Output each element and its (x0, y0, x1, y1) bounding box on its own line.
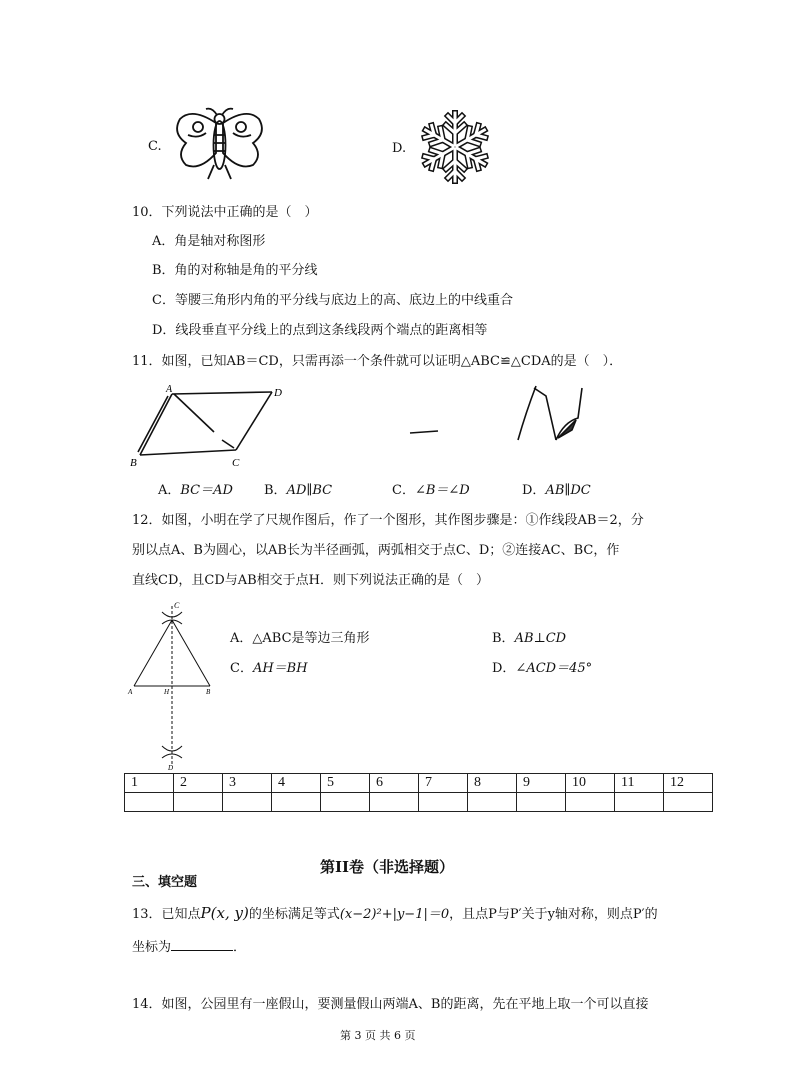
q11-option-c-text: ∠B＝∠D (414, 483, 470, 498)
q10-option-d: D．线段垂直平分线上的点到这条线段两个端点的距离相等 (152, 323, 488, 338)
answer-number-cell: 4 (272, 774, 321, 793)
answer-number-cell: 11 (615, 774, 664, 793)
q11-sketch-mark (512, 382, 590, 446)
q12-option-a-label: A． (230, 631, 253, 646)
part2-title: 第II卷（非选择题） (320, 858, 455, 876)
answer-number-cell: 10 (566, 774, 615, 793)
q11-option-b (264, 482, 332, 500)
q11-label-d: D (274, 387, 282, 399)
answer-blank-cell[interactable] (468, 793, 517, 812)
answer-number-cell: 12 (664, 774, 713, 793)
answer-table (124, 773, 713, 812)
answer-blank-cell[interactable] (566, 793, 615, 812)
q12-option-a (230, 630, 370, 648)
answer-blank-cell[interactable] (321, 793, 370, 812)
q12-option-b-text: AB⊥CD (514, 631, 567, 646)
answer-number-cell: 6 (370, 774, 419, 793)
q12-option-d (492, 660, 592, 678)
q13-line1-mid: 的坐标满足等式 (248, 907, 340, 922)
q12-option-c-label: C． (230, 661, 253, 676)
q12-option-b-label: B． (492, 631, 515, 646)
q11-option-d (522, 482, 591, 500)
q11-option-a (158, 482, 233, 500)
q11-label-b: B (130, 457, 137, 469)
answer-table-blank-row (125, 793, 713, 812)
q11-option-a-label: A． (158, 483, 181, 498)
q10-option-c: C．等腰三角形内角的平分线与底边上的高、底边上的中线重合 (152, 293, 513, 308)
q11-option-d-text: AB∥DC (545, 483, 591, 498)
q11-option-d-label: D． (522, 483, 546, 498)
q9-option-c-label: C. (148, 139, 162, 154)
q11-option-a-text: BC＝AD (180, 483, 233, 498)
q12-line-3: 直线CD，且CD与AB相交于点H．则下列说法正确的是（ ） (132, 573, 490, 588)
page-footer: 第 3 页 共 6 页 (340, 1029, 416, 1042)
butterfly-figure (172, 105, 267, 185)
q12-option-d-label: D． (492, 661, 516, 676)
snowflake-figure (415, 108, 495, 186)
q12-option-d-text: ∠ACD＝45° (515, 661, 593, 676)
q11-label-a: A (166, 384, 173, 395)
q10-option-a: A．角是轴对称图形 (152, 234, 266, 249)
q14-line-1: 14．如图，公园里有一座假山，要测量假山两端A、B的距离，先在平地上取一个可以直接 (132, 997, 649, 1012)
answer-blank-cell[interactable] (517, 793, 566, 812)
answer-blank-cell[interactable] (419, 793, 468, 812)
answer-blank-cell[interactable] (223, 793, 272, 812)
q11-option-c-label: C． (392, 483, 415, 498)
answer-table-header-row (125, 774, 713, 793)
answer-blank-cell[interactable] (664, 793, 713, 812)
q12-option-b (492, 630, 566, 648)
q12-option-a-text: △ABC是等边三角形 (252, 631, 370, 646)
q13-line1-post: ，且点P与P′关于y轴对称，则点P′的 (449, 907, 658, 922)
q12-option-c-text: AH＝BH (252, 661, 308, 676)
q12-line-2: 别以点A、B为圆心，以AB长为半径画弧，两弧相交于点C、D；②连接AC、BC，作 (132, 543, 620, 558)
answer-number-cell: 3 (223, 774, 272, 793)
answer-number-cell: 1 (125, 774, 174, 793)
q12-construction-figure (126, 598, 226, 774)
q11-stray-mark (408, 425, 442, 437)
answer-number-cell: 9 (517, 774, 566, 793)
answer-blank-cell[interactable] (615, 793, 664, 812)
answer-number-cell: 2 (174, 774, 223, 793)
q9-option-d-label: D. (392, 141, 407, 156)
q13-line-2 (132, 938, 246, 957)
q12-label-c: C (174, 601, 180, 610)
q10-stem: 10．下列说法中正确的是（ ） (132, 205, 318, 220)
q12-label-b: B (206, 688, 211, 696)
answer-blank-cell[interactable] (272, 793, 321, 812)
q10-option-b: B．角的对称轴是角的平分线 (152, 263, 318, 278)
answer-number-cell: 5 (321, 774, 370, 793)
q11-option-b-label: B． (264, 483, 287, 498)
q12-label-a: A (128, 688, 133, 696)
section-3-heading: 三、填空题 (132, 875, 198, 890)
q12-option-c (230, 660, 308, 678)
q13-line1-pre: 13．已知点 (132, 907, 201, 922)
answer-blank-cell[interactable] (125, 793, 174, 812)
answer-number-cell: 8 (468, 774, 517, 793)
q13-answer-blank[interactable] (171, 938, 233, 951)
q11-label-c: C (232, 457, 240, 469)
q11-option-c (392, 482, 470, 500)
answer-blank-cell[interactable] (370, 793, 419, 812)
q13-equation: (x−2)²+|y−1|＝0 (339, 907, 450, 922)
q11-stem: 11．如图，已知AB＝CD，只需再添一个条件就可以证明△ABC≌△CDA的是（ ）． (132, 354, 623, 369)
q11-parallelogram-figure (128, 382, 288, 472)
q11-option-b-text: AD∥BC (286, 483, 333, 498)
answer-blank-cell[interactable] (174, 793, 223, 812)
answer-number-cell: 7 (419, 774, 468, 793)
q13-line2-pre: 坐标为 (132, 940, 172, 955)
q12-line-1: 12．如图，小明在学了尺规作图后，作了一个图形，其作图步骤是：①作线段AB＝2，分 (132, 513, 644, 528)
q12-label-h: H (164, 688, 170, 696)
q13-line2-post: ． (233, 940, 247, 955)
q13-point: P(x, y) (200, 904, 249, 922)
q12-label-d: D (168, 764, 174, 772)
q13-line-1 (132, 904, 658, 924)
